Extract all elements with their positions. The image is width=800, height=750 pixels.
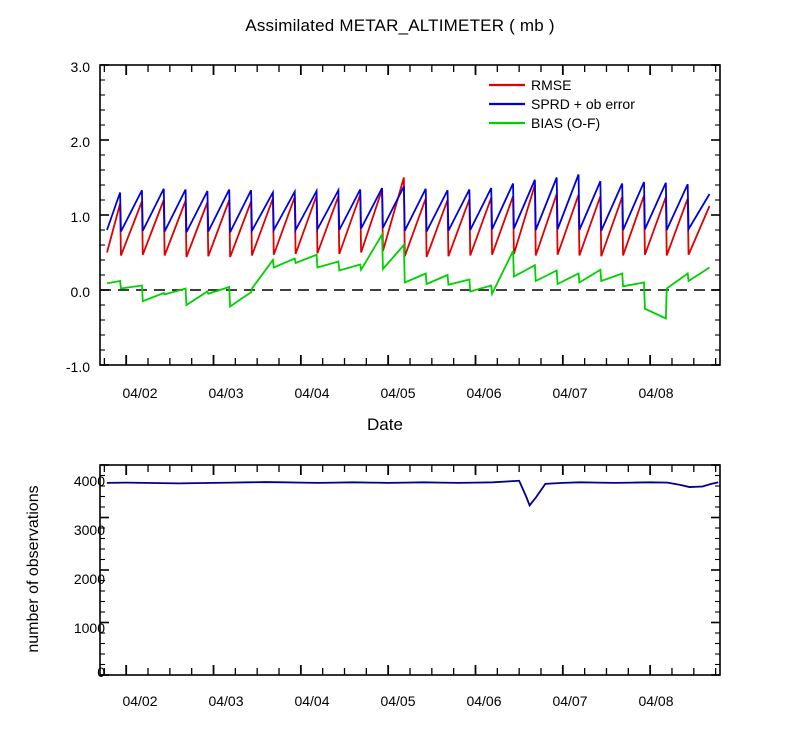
top-xtick-label: 04/03 [208,385,244,401]
top-ytick-label: 2.0 [70,134,90,150]
top-xaxis-label: Date [367,415,403,434]
bottom-ytick-label: 0 [97,664,105,680]
legend-label-bias: BIAS (O-F) [531,115,601,131]
bottom-xtick-label: 04/08 [638,693,674,709]
page-title: Assimilated METAR_ALTIMETER ( mb ) [245,16,555,35]
top-xtick-label: 04/02 [122,385,158,401]
bottom-xtick-label: 04/04 [294,693,330,709]
bottom-ytick-label: 2000 [73,571,105,587]
top-xtick-label: 04/04 [294,385,330,401]
legend-label-sprd: SPRD + ob error [531,96,635,112]
top-ytick-label: 0.0 [70,284,90,300]
top-ytick-label: 3.0 [70,59,90,75]
top-xtick-label: 04/08 [638,385,674,401]
bottom-xtick-label: 04/06 [466,693,502,709]
bottom-xtick-label: 04/03 [208,693,244,709]
top-xtick-label: 04/05 [380,385,416,401]
bottom-xtick-label: 04/07 [552,693,588,709]
bottom-xtick-label: 04/05 [380,693,416,709]
bottom-yaxis-label: number of observations [25,485,42,653]
top-xtick-label: 04/06 [466,385,502,401]
bottom-ytick-label: 3000 [73,522,105,538]
legend-label-rmse: RMSE [531,77,572,93]
top-ytick-label: 1.0 [70,209,90,225]
bottom-xtick-label: 04/02 [122,693,158,709]
top-ytick-label: -1.0 [65,359,90,375]
bottom-ytick-label: 1000 [73,620,105,636]
top-xtick-label: 04/07 [552,385,588,401]
bottom-ytick-label: 4000 [73,473,105,489]
